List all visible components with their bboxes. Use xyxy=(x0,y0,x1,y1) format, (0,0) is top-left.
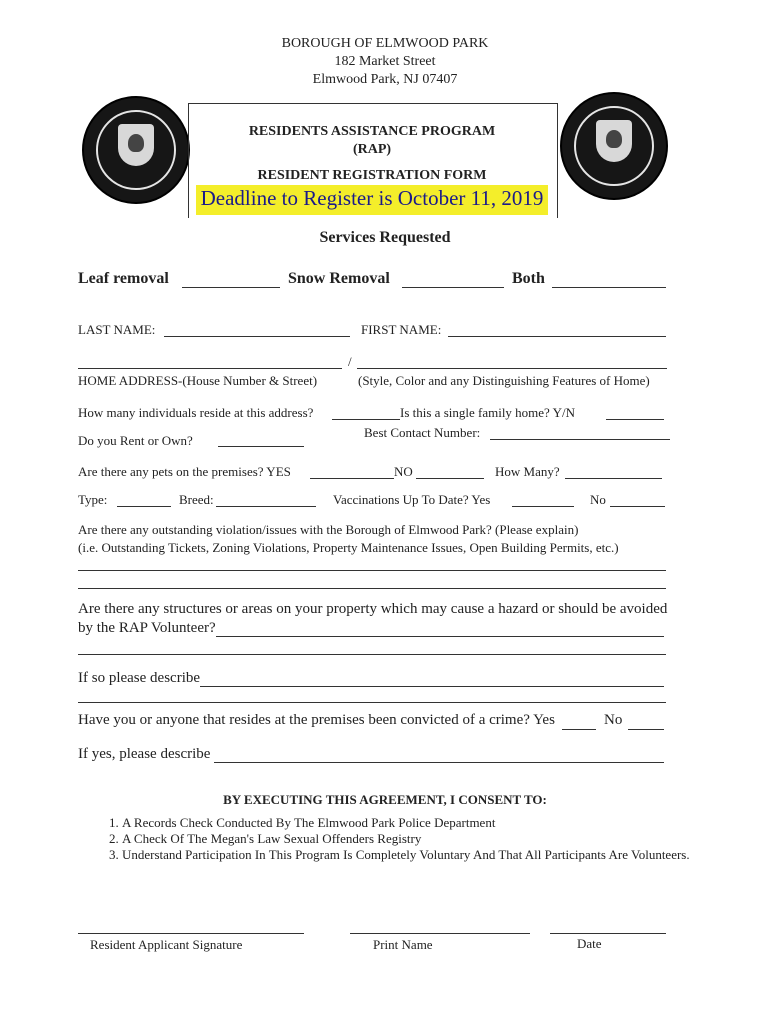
pets-yes-line[interactable] xyxy=(310,478,394,479)
consent-list xyxy=(96,815,702,863)
vaccinations-label: Vaccinations Up To Date? Yes xyxy=(333,492,491,507)
street-address: 182 Market Street xyxy=(334,54,436,69)
borough-name: BOROUGH OF ELMWOOD PARK xyxy=(281,36,489,51)
best-contact-line[interactable] xyxy=(490,439,670,440)
vaccinations-yes-line[interactable] xyxy=(512,506,574,507)
program-abbr: (RAP) xyxy=(352,142,392,157)
borough-seal-left xyxy=(82,96,190,204)
last-name-label: LAST NAME: xyxy=(78,322,156,337)
individuals-label: How many individuals reside at this address? xyxy=(78,405,314,420)
breed-line[interactable] xyxy=(216,506,316,507)
date-label: Date xyxy=(577,936,602,951)
rent-own-line[interactable] xyxy=(218,446,304,447)
hazard-question: Are there any structures or areas on your property which may cause a hazard or should be avoided xyxy=(78,601,668,617)
violations-examples: (i.e. Outstanding Tickets, Zoning Violations, Property Maintenance Issues, Open Building Permits, etc.) xyxy=(78,540,619,555)
services-heading: Services Requested xyxy=(319,229,451,246)
hazard-question-cont: by the RAP Volunteer? xyxy=(78,620,216,636)
signature-line[interactable] xyxy=(78,933,304,934)
single-family-label: Is this a single family home? Y/N xyxy=(400,405,575,420)
pets-label: Are there any pets on the premises? YES xyxy=(78,464,291,479)
home-address-label: HOME ADDRESS-(House Number & Street) xyxy=(78,373,318,388)
date-line[interactable] xyxy=(550,933,666,934)
program-title: RESIDENTS ASSISTANCE PROGRAM xyxy=(248,124,496,139)
first-name-line[interactable] xyxy=(448,336,666,337)
home-address-line[interactable] xyxy=(78,368,342,369)
rent-own-label: Do you Rent or Own? xyxy=(78,433,193,448)
breed-label: Breed: xyxy=(179,492,214,507)
describe-label: If so please describe xyxy=(78,670,201,686)
leaf-removal-label: Leaf removal xyxy=(78,270,169,287)
snow-removal-label: Snow Removal xyxy=(288,270,390,287)
first-name-label: FIRST NAME: xyxy=(361,322,442,337)
violations-line-2[interactable] xyxy=(78,588,666,589)
leaf-removal-line[interactable] xyxy=(182,287,280,288)
borough-seal-right xyxy=(560,92,668,200)
if-yes-label: If yes, please describe xyxy=(78,746,211,762)
home-style-line[interactable] xyxy=(357,368,667,369)
signature-label: Resident Applicant Signature xyxy=(90,937,243,952)
describe-line-1[interactable] xyxy=(200,686,664,687)
print-name-label: Print Name xyxy=(373,937,433,952)
crime-no-label: No xyxy=(604,712,623,728)
snow-removal-line[interactable] xyxy=(402,287,504,288)
crime-yes-line[interactable] xyxy=(562,729,596,730)
violations-line-1[interactable] xyxy=(78,570,666,571)
home-style-label: (Style, Color and any Distinguishing Features of Home) xyxy=(358,373,650,388)
how-many-label: How Many? xyxy=(495,464,560,479)
how-many-line[interactable] xyxy=(565,478,662,479)
pet-type-line[interactable] xyxy=(117,506,171,507)
consent-item: 2. A Check Of The Megan's Law Sexual Offenders Registry xyxy=(122,831,702,847)
violations-question: Are there any outstanding violation/issues with the Borough of Elmwood Park? (Please explain) xyxy=(78,522,579,537)
pets-no-line[interactable] xyxy=(416,478,484,479)
deadline-text: Deadline to Register is October 11, 2019 xyxy=(200,186,544,210)
crime-no-line[interactable] xyxy=(628,729,664,730)
crime-question: Have you or anyone that resides at the premises been convicted of a crime? Yes xyxy=(78,712,555,728)
city-address: Elmwood Park, NJ 07407 xyxy=(312,72,458,87)
best-contact-label: Best Contact Number: xyxy=(364,425,481,440)
describe-line-2[interactable] xyxy=(78,702,666,703)
individuals-line[interactable] xyxy=(332,419,400,420)
print-name-line[interactable] xyxy=(350,933,530,934)
form-name: RESIDENT REGISTRATION FORM xyxy=(257,168,487,183)
vaccinations-no-line[interactable] xyxy=(610,506,665,507)
both-line[interactable] xyxy=(552,287,666,288)
hazard-line-2[interactable] xyxy=(78,654,666,655)
address-slash: / xyxy=(348,354,352,369)
pet-type-label: Type: xyxy=(78,492,108,507)
vaccinations-no-label: No xyxy=(590,492,606,507)
hazard-line-1[interactable] xyxy=(216,636,664,637)
consent-heading: BY EXECUTING THIS AGREEMENT, I CONSENT TO: xyxy=(223,792,547,807)
seal-shield-icon xyxy=(596,120,632,162)
seal-shield-icon xyxy=(118,124,154,166)
last-name-line[interactable] xyxy=(164,336,350,337)
consent-item: 3. Understand Participation In This Program Is Completely Voluntary And That All Participants Are Volunteers. xyxy=(122,847,702,863)
consent-item: 1. A Records Check Conducted By The Elmwood Park Police Department xyxy=(122,815,702,831)
pets-no-label: NO xyxy=(394,464,413,479)
if-yes-line[interactable] xyxy=(214,762,664,763)
single-family-line[interactable] xyxy=(606,419,664,420)
both-label: Both xyxy=(512,270,545,287)
